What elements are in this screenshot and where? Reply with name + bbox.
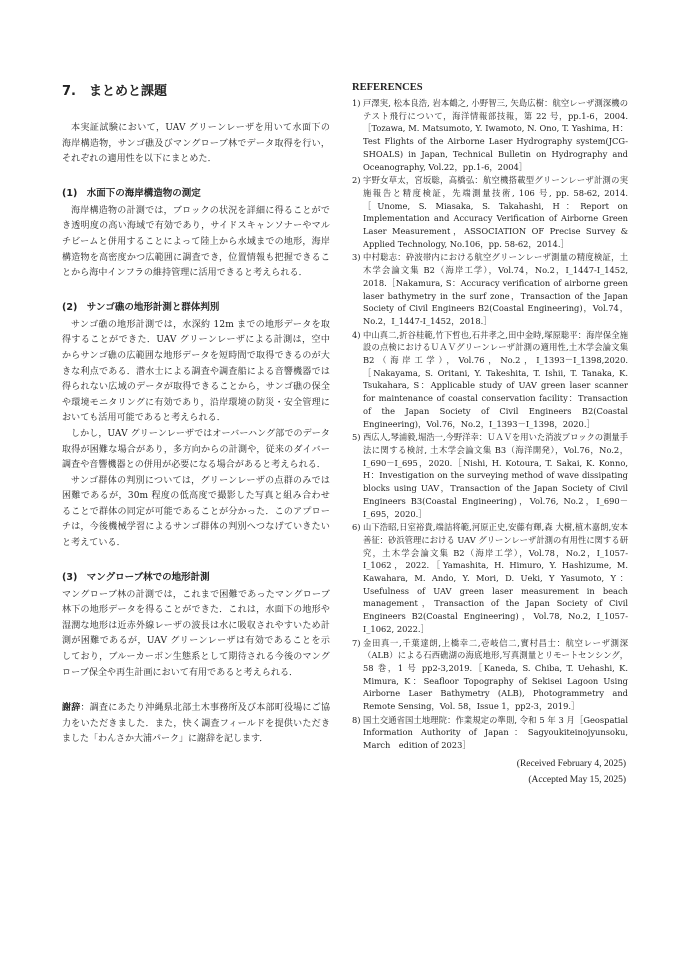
references-heading: REFERENCES <box>352 82 423 93</box>
reference-item <box>352 521 628 635</box>
reference-number: 1) <box>352 98 361 108</box>
reference-text: 中山真二,折谷桂範,竹下哲也,石井孝之,田中金時,塚原聡平：海岸保全施設の点検におけるＵＡＶグリーンレーザ計測の適用性,土木学会論文集 B2（海岸工学），Vol.76，No.2，I_1393－I_1398,2020.［Nakayama, S. Oritani, Y. Takeshita, T. Ishii, T. Tanaka, K. Tsukahara, S：Applicable study of UAV green laser scanner for maintenance of coastal conservation facility：Transaction of the Japan Society of Civil Engineers B2(Coastal Engineering)，Vol.76，No.2，I_1393－I_1398，2020.］ <box>363 329 628 429</box>
subsection-2-paragraph-3: サンゴ群体の判別については，グリーンレーザの点群のみでは困難であるが，30m 程度の低高度で撮影した写真と組み合わせることで群体の同定が可能であることが分かった．このアプローチは，今後機械学習によるサンゴ群体の判別へつなげていきたいと考えている． <box>62 475 330 549</box>
section-title: 7. まとめと課題 <box>62 84 167 99</box>
acknowledgment-label: 謝辞 <box>62 703 81 714</box>
reference-item <box>352 637 628 713</box>
subsection-2-paragraph-2: しかし，UAV グリーンレーザではオーバーハング部でのデータ取得が困難な場合があり，多方向からの計測や，従来のダイバー調査や音響機器との併用が必要になる場合があると考えられる． <box>62 428 330 471</box>
reference-number: 2) <box>352 175 361 186</box>
reference-number: 5) <box>352 432 361 443</box>
reference-text: 戸澤実, 松本良浩, 岩本鶴之, 小野智三, 矢島広樹：航空レーザ測深機のテスト飛行について，海洋情報部技報，第 22 号，pp.1-6，2004.［Tozawa, M. Matsumoto, Y. Iwamoto, N. Ono, T. Yashima, H：Test Flights of the Airborne Laser Hydrography system(JCG-SHOALS) in Japan, Technical Bulletin on Hydrography and Oceanography, Vol.22，pp.1-6，2004］ <box>363 98 628 172</box>
reference-item <box>352 97 628 173</box>
reference-text: 宇野女草太，宮坂聡，高橋弘：航空機搭載型グリーンレーザ計測の実施報告と精度検証，先端測量技術, 106 号, pp. 58-62, 2014.［Unome, S. Miasaka, S. Takahashi, H：Report on Implementation and Accuracy Verification of Airborne Green Laser Measurement，ASSOCIATION OF Precise Survey & Applied Technology, No.106，pp. 58-62，2014.］ <box>363 175 628 249</box>
subsection-1-paragraph-1: 海岸構造物の計測では，ブロックの状況を詳細に得ることができ透明度の高い海域で有効であり，サイドスキャンソナーやマルチビームと併用することによって陸上から水域までの地形，海岸構造物を高密度かつ広範囲に調査でき，位置情報も把握できることから海中インフラの維持管理に活用できると考えられる． <box>62 205 330 279</box>
subsection-1-title: (1) 水面下の海岸構造物の測定 <box>62 187 201 199</box>
reference-text: 中村聡志：砕波帯内における航空グリーンレーザ測量の精度検証，土木学会論文集 B2（海岸工学），Vol.74，No.2，I_1447-I_1452, 2018.［Nakamura, S：Accuracy verification of airborne green laser bathymetry in the surf zone，Transaction of the Japan Society of Civil Engineers B2(Coastal Engineering)，Vol.74，No.2，I_1447-I_1452，2018.］ <box>363 252 628 326</box>
left-column <box>62 72 330 748</box>
reference-number: 3) <box>352 252 361 263</box>
reference-number: 6) <box>352 522 361 533</box>
subsection-2-paragraph-1: サンゴ礁の地形計測では，水深約 12m までの地形データを取得することができた．UAV グリーンレーザによる計測は，空中からサンゴ礁の広範囲な地形データを短時間で取得できるのが大きな利点である．潜水士による調査や調査船による音響機器では得られない広域のデータが取得できることから，サンゴ礁の保全や環境モニタリングに有効であり，沿岸環境の防災・安全管理においても活用可能であると考えられる． <box>62 319 330 424</box>
reference-item <box>352 174 628 250</box>
subsection-3-title: (3) マングローブ林での地形計測 <box>62 571 210 583</box>
reference-text: 国土交通省国土地理院：作業規定の準則, 令和 5 年 3 月［Geospatial Information Authority of Japan：Sagyoukiteinojyunsoku, March edition of 2023］ <box>363 714 628 751</box>
reference-text: 西広人,琴浦毅,堀浩一,今野洋幸：ＵＡＶを用いた消波ブロックの測量手法に関する検討, 土木学会論文集 B3（海洋開発），Vol.76，No.2，I_690－I_695，2020.［Nishi, H. Kotoura, T. Sakai, K. Konno, H：Investigation on the surveying method of wave dissipating blocks using UAV，Transaction of the Japan Society of Civil Engineers B3(Coastal Engineering)，Vol.76, No.2，I_690－I_695，2020.］ <box>363 432 628 519</box>
acknowledgment-text: ：調査にあたり沖縄県北部土木事務所及び本部町役場にご協力をいただきました．また，快く調査フィールドを提供いただきました「わんさか大浦パーク」に謝辞を記します． <box>62 703 330 745</box>
accepted-date: (Accepted May 15, 2025) <box>528 774 626 785</box>
reference-list <box>352 97 628 752</box>
reference-item <box>352 251 628 327</box>
received-date: (Received February 4, 2025) <box>516 758 626 769</box>
reference-number: 4) <box>352 329 361 340</box>
reference-text: 金田真一,千葉達朗,上橋幸二,壱岐信二,實村昌士：航空レーザ測深（ALB）による石西礁湖の海底地形,写真測量とリモートセンシング，58 巻，1 号 pp2-3,2019.［Kaneda, S. Chiba, T. Uehashi, K. Mimura, K：Seafloor Topography of Sekisei Lagoon Using Airborne Laser Bathymetry (ALB), Photogrammetry and Remote Sensing，Vol. 58，Issue 1，pp2-3，2019.］ <box>363 637 628 712</box>
right-column <box>352 72 628 788</box>
reference-number: 7) <box>352 637 361 648</box>
reference-item <box>352 329 628 431</box>
reference-number: 8) <box>352 714 361 725</box>
reference-item <box>352 431 628 520</box>
intro-paragraph: 本実証試験において，UAV グリーンレーザを用いて水面下の海岸構造物，サンゴ礁及びマングローブ林でデータ取得を行い，それぞれの適用性を以下にまとめた． <box>62 123 330 165</box>
reference-item <box>352 714 628 752</box>
acknowledgment <box>62 701 330 748</box>
subsection-2-title: (2) サンゴ礁の地形計測と群体判別 <box>62 301 220 313</box>
subsection-3-paragraph-1: マングローブ林の計測では，これまで困難であったマングローブ林下の地形データを得ることができた．これは，水面下の地形や湿潤な地形は近赤外線レーザの波長は水に吸収されやすいため計測が困難であるが，UAV グリーンレーザは有効であることを示しており，ブルーカーボン生態系として期待される今後のマングローブ保全や再生計画において有用であると考えられる． <box>62 589 330 678</box>
reference-text: 山下浩昭,日室裕貴,端詰将範,河原正史,安藤有輝,森 大樹,植木嘉朗,安本善征：砂浜管理における UAV グリーンレーザ計測の有用性に関する研究，土木学会論文集 B2（海岸工学），Vol.78，No.2，I_1057-I_1062，2022.［Yamashita, H. Himuro, Y. Hashizume, M. Kawahara, M. Ando, Y. Mori, D. Ueki, Y Yasumoto, Y：Usefulness of UAV green laser measurement in beach management，Transaction of the Japan Society of Civil Engineers B2(Coastal Engineering)，Vol.78, No.2, I_1057-I_1062, 2022.］ <box>363 522 628 634</box>
submission-dates <box>352 756 628 788</box>
